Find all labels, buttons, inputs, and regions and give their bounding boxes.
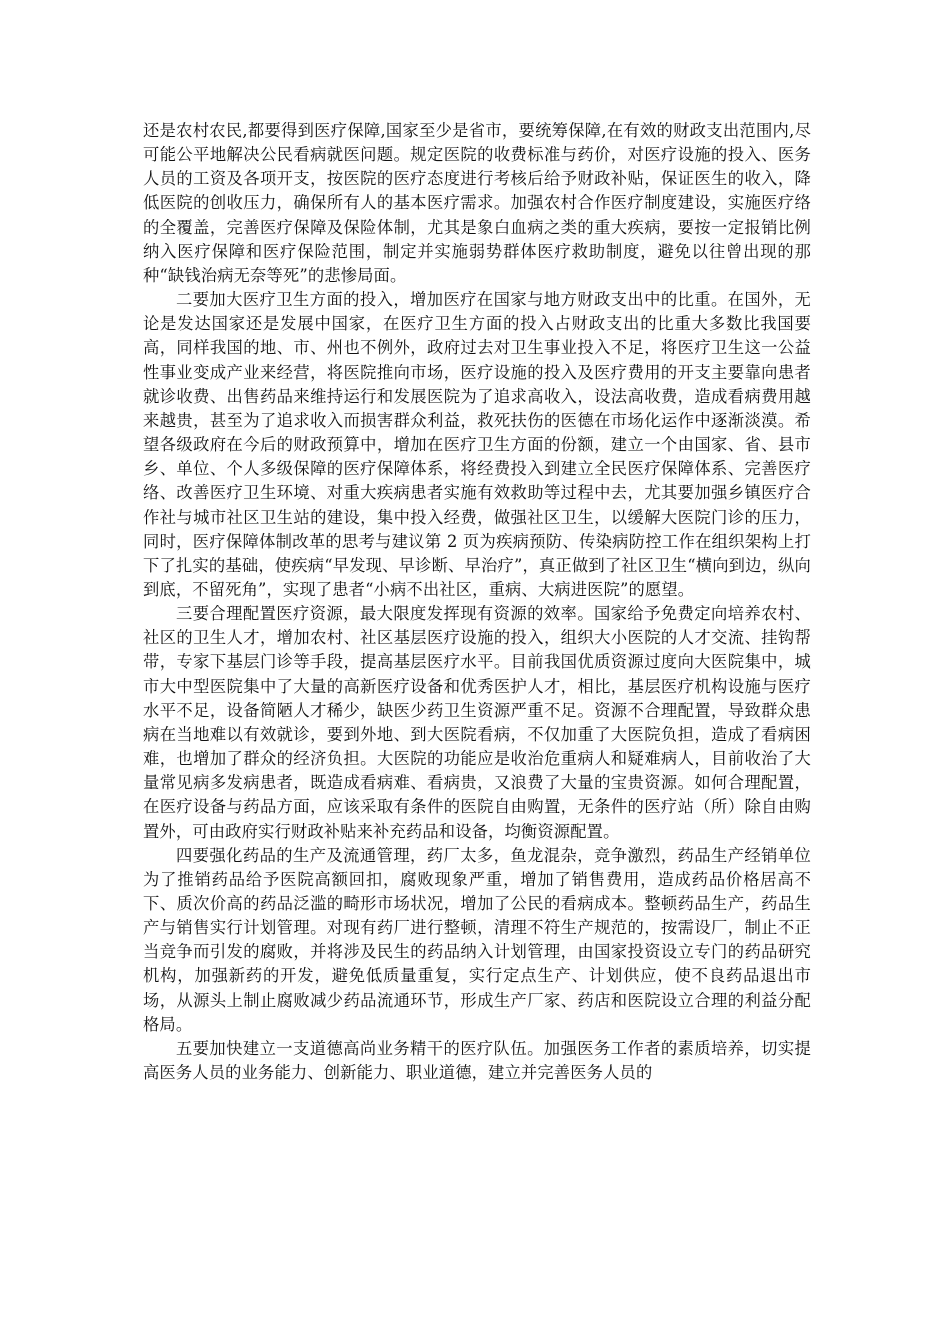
paragraph-resource-allocation: 三要合理配置医疗资源，最大限度发挥现有资源的效率。国家给予免费定向培养农村、社区的卫生人才，增加农村、社区基层医疗设施的投入，组织大小医院的人才交流、挂钩帮带，专家下基层门诊等手段，提高基层医疗水平。目前我国优质资源过度向大医院集中，城市大中型医院集中了大量的高新医疗设备和优秀医护人才，相比，基层医疗机构设施与医疗水平不足，设备简陋人才稀少，缺医少药卫生资源严重不足。资源不合理配置，导致群众患病在当地难以有效就诊，要到外地、到大医院看病，不仅加重了大医院负担，造成了看病困难，也增加了群众的经济负担。大医院的功能应是收治危重病人和疑难病人，目前收治了大量常见病多发病患者，既造成看病难、看病贵，又浪费了大量的宝贵资源。如何合理配置，在医疗设备与药品方面，应该采取有条件的医院自由购置，无条件的医疗站（所）除自由购置外，可由政府实行财政补贴来补充药品和设备，均衡资源配置。 bbox=[143, 604, 811, 841]
paragraph-medical-team: 五要加快建立一支道德高尚业务精干的医疗队伍。加强医务工作者的素质培养，切实提高医务人员的业务能力、创新能力、职业道德，建立并完善医务人员的 bbox=[143, 1038, 811, 1083]
paragraph-medical-investment: 二要加大医疗卫生方面的投入，增加医疗在国家与地方财政支出中的比重。在国外，无论是发达国家还是发展中国家，在医疗卫生方面的投入占财政支出的比重大多数比我国要高，同样我国的地、市、州也不例外，政府过去对卫生事业投入不足，将医疗卫生这一公益性事业变成产业来经营，将医院推向市场，医疗设施的投入及医疗费用的开支主要靠向患者就诊收费、出售药品来维持运行和发展医院为了追求高收入，设法高收费，造成看病费用越来越贵，甚至为了追求收入而损害群众利益，救死扶伤的医德在市场化运作中逐渐淡漠。希望各级政府在今后的财政预算中，增加在医疗卫生方面的份额，建立一个由国家、省、县市乡、单位、个人多级保障的医疗保障体系，将经费投入到建立全民医疗保障体系、完善医疗络、改善医疗卫生环境、对重大疾病患者实施有效救助等过程中去，尤其要加强乡镇医疗合作社与城市社区卫生站的建设，集中投入经费，做强社区卫生，以缓解大医院门诊的压力，同时，医疗保障体制改革的思考与建议第 2 页为疾病预防、传染病防控工作在组织架构上打下了扎实的基础，使疾病“早发现、早诊断、早治疗”，真正做到了社区卫生“横向到边，纵向到底，不留死角”，实现了患者“小病不出社区，重病、大病进医院”的愿望。 bbox=[143, 290, 811, 599]
document-page bbox=[143, 119, 811, 1085]
paragraph-drug-management: 四要强化药品的生产及流通管理，药厂太多，鱼龙混杂，竞争激烈，药品生产经销单位为了推销药品给予医院高额回扣，腐败现象严重，增加了销售费用，造成药品价格居高不下、质次价高的药品泛滥的畸形市场状况，增加了公民的看病成本。整顿药品生产，药品生产与销售实行计划管理。对现有药厂进行整顿，清理不符生产规范的，按需设厂，制止不正当竞争而引发的腐败，并将涉及民生的药品纳入计划管理，由国家投资设立专门的药品研究机构，加强新药的开发，避免低质量重复，实行定点生产、计划供应，使不良药品退出市场，从源头上制止腐败减少药品流通环节，形成生产厂家、药店和医院设立合理的利益分配格局。 bbox=[143, 845, 811, 1034]
paragraph-continuation: 还是农村农民,都要得到医疗保障,国家至少是省市，要统筹保障,在有效的财政支出范围内,尽可能公平地解决公民看病就医问题。规定医院的收费标准与药价，对医疗设施的投入、医务人员的工资及各项开支，按医院的医疗态度进行考核后给予财政补贴，保证医生的收入，降低医院的创收压力，确保所有人的基本医疗需求。加强农村合作医疗制度建设，实施医疗络的全覆盖，完善医疗保障及保险体制，尤其是象白血病之类的重大疾病，要按一定报销比例纳入医疗保障和医疗保险范围，制定并实施弱势群体医疗救助制度，避免以往曾出现的那种“缺钱治病无奈等死”的悲惨局面。 bbox=[143, 121, 811, 285]
